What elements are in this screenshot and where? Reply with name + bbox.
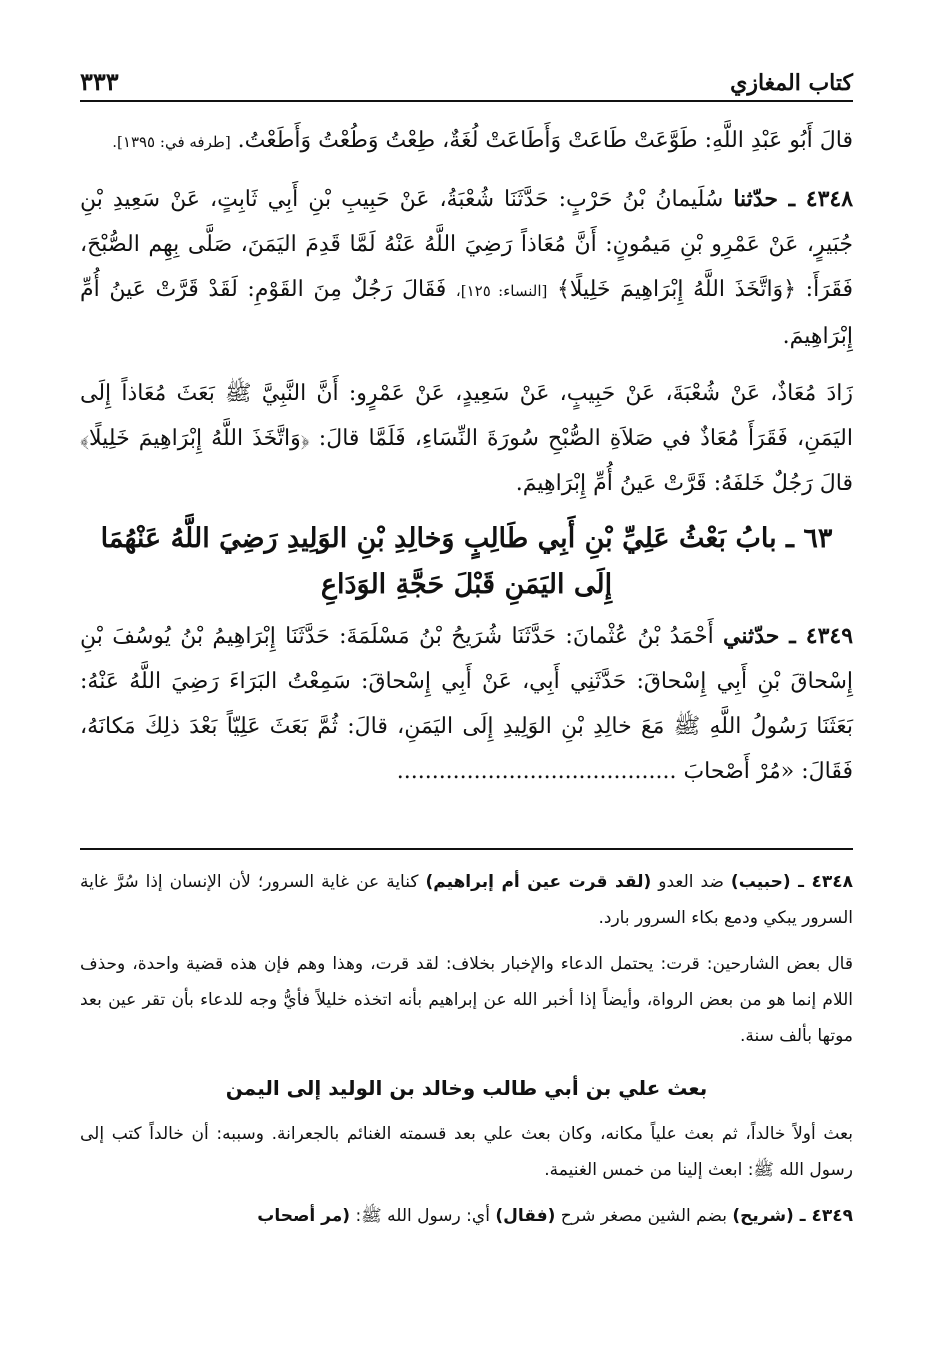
chapter-title: ٦٣ ـ بابُ بَعْثُ عَلِيِّ بْنِ أَبِي طَالِبٍ وَخالِدِ بْنِ الوَلِيدِ رَضِيَ اللَّهُ عَنْهُمَا إِلَى اليَمَنِ قَبْلَ حَجَّةِ الوَدَاعِ xyxy=(100,523,833,600)
hadith-number: ٤٣٤٩ ـ حدّثني xyxy=(723,623,854,649)
paragraph-tawwaat xyxy=(80,118,853,165)
paragraph-text: قالَ أَبُو عَبْدِ اللَّهِ: طَوَّعَتْ طَاعَتْ وَأَطَاعَتْ لُغَةٌ، طِعْتُ وَطُعْتُ وَأَطَعْتُ. xyxy=(237,128,853,153)
paragraph-text: زَادَ مُعَاذٌ، عَنْ شُعْبَةَ، عَنْ حَبِيبٍ، عَنْ سَعِيدٍ، عَنْ عَمْرٍو: أَنَّ النَّبِيَّ ﷺ بَعَثَ مُعَاذاً إِلَى اليَمَنِ، فَقَرَأَ مُعَاذٌ في صَلاَةِ الصُّبْحِ سُورَةَ النِّسَاءِ، فَلَمَّا قالَ: ﴿وَاتَّخَذَ اللَّهُ إِبْرَاهِيمَ خَلِيلًا﴾ قالَ رَجُلٌ خَلفَهُ: قَرَّتْ عَينُ أُمِّ إِبْرَاهِيمَ. xyxy=(80,381,853,496)
note-text: قال بعض الشارحين: قرت: يحتمل الدعاء والإخبار بخلاف: لقد قرت، وهذا وهم فإن هذه قضية واحدة، وحذف اللام إنما هو من بعض الرواة، وأيضاً إذا أخبر الله عن إبراهيم بأنه اتخذه خليلاً فأيُّ وجه للدعاء بأن تقر عين بعد موتها بألف سنة. xyxy=(80,954,853,1046)
note-lead: ٤٣٤٩ ـ (شريح) xyxy=(732,1206,853,1226)
note-text: بعث أولاً خالداً، ثم بعث علياً مكانه، وكان بعث علي بعد قسمته الغنائم بالجعرانة. وسببه: أن خالداً كتب إلى رسول الله ﷺ: ابعث إلينا من خمس الغنيمة. xyxy=(80,1124,853,1180)
continuation-dots: ........................................ xyxy=(396,759,677,784)
hadith-number: ٤٣٤٨ ـ حدّثنا xyxy=(733,186,854,212)
hadith-4348 xyxy=(80,177,853,359)
hadith-4348-addition xyxy=(80,371,853,506)
note-text: بضم الشين مصغر شرح xyxy=(560,1206,727,1226)
note-quote: (فقال) xyxy=(495,1206,556,1226)
note-sending xyxy=(80,1116,853,1188)
hadith-text: أَحْمَدُ بْنُ عُثْمانَ: حَدَّثَنَا شُرَيحُ بْنُ مَسْلَمَةَ: حَدَّثَنَا إِبْرَاهِيمُ بْنُ يُوسُفَ بْنِ إِسْحاقَ بْنِ أَبِي إِسْحاقَ: حَدَّثَنِي أَبِي، عَنْ أَبِي إِسْحاقَ: سَمِعْتُ البَرَاءَ رَضِيَ اللَّهُ عَنْهُ: بَعَثَنَا رَسُولُ اللَّهِ ﷺ مَعَ خالِدِ بْنِ الوَلِيدِ إِلَى اليَمَنِ، قالَ: ثُمَّ بَعَثَ عَلِيّاً بَعْدَ ذلِكَ مَكانَهُ، فَقَالَ: «مُرْ أَصْحابَ xyxy=(80,624,853,784)
quran-reference: [النساء: ١٢٥]، xyxy=(455,282,548,300)
hadith-4349 xyxy=(80,614,853,794)
running-title: كتاب المغازي xyxy=(730,70,853,96)
note-heading: بعث علي بن أبي طالب وخالد بن الوليد إلى اليمن xyxy=(225,1076,708,1100)
page-number: ٣٣٣ xyxy=(80,67,119,96)
hadith-text-continued: فَقَالَ رَجُلٌ مِنَ القَوْمِ: لَقَدْ قَرَّتْ عَينُ أُمِّ إِبْرَاهِيمَ. xyxy=(80,277,853,349)
note-text: ضد العدو xyxy=(658,872,724,892)
note-quote: (مر أصحاب xyxy=(257,1206,351,1226)
note-text: أي: رسول الله ﷺ: xyxy=(355,1206,490,1226)
note-commentators xyxy=(80,946,853,1054)
footnote-divider xyxy=(80,848,853,850)
note-quote: (لقد قرت عين أم إبراهيم) xyxy=(425,872,652,892)
commentary xyxy=(80,864,853,1244)
note-4349 xyxy=(80,1198,853,1234)
cross-reference: [طرفه في: ١٣٩٥]. xyxy=(112,133,231,151)
note-lead: ٤٣٤٨ ـ (حبيب) xyxy=(730,872,853,892)
main-text xyxy=(80,118,853,802)
note-text: كناية عن غاية السرور؛ لأن الإنسان إذا سُرَّ غاية السرور يبكي ودمع بكاء السرور بارد. xyxy=(80,872,853,928)
note-4348 xyxy=(80,864,853,936)
hadith-text: سُلَيمانُ بْنُ حَرْبٍ: حَدَّثَنَا شُعْبَةُ، عَنْ حَبِيبِ بْنِ أَبِي ثَابِتٍ، عَنْ سَعِيدِ بْنِ جُبَيرٍ، عَنْ عَمْرِو بْنِ مَيمُونٍ: أَنَّ مُعَاذاً رَضِيَ اللَّهُ عَنْهُ لَمَّا قَدِمَ اليَمَنَ، صَلَّى بِهِم الصُّبْحَ، فَقَرَأَ: ﴿وَاتَّخَذَ اللَّهُ إِبْرَاهِيمَ خَلِيلًا﴾ xyxy=(80,187,853,302)
page-header xyxy=(80,58,853,102)
